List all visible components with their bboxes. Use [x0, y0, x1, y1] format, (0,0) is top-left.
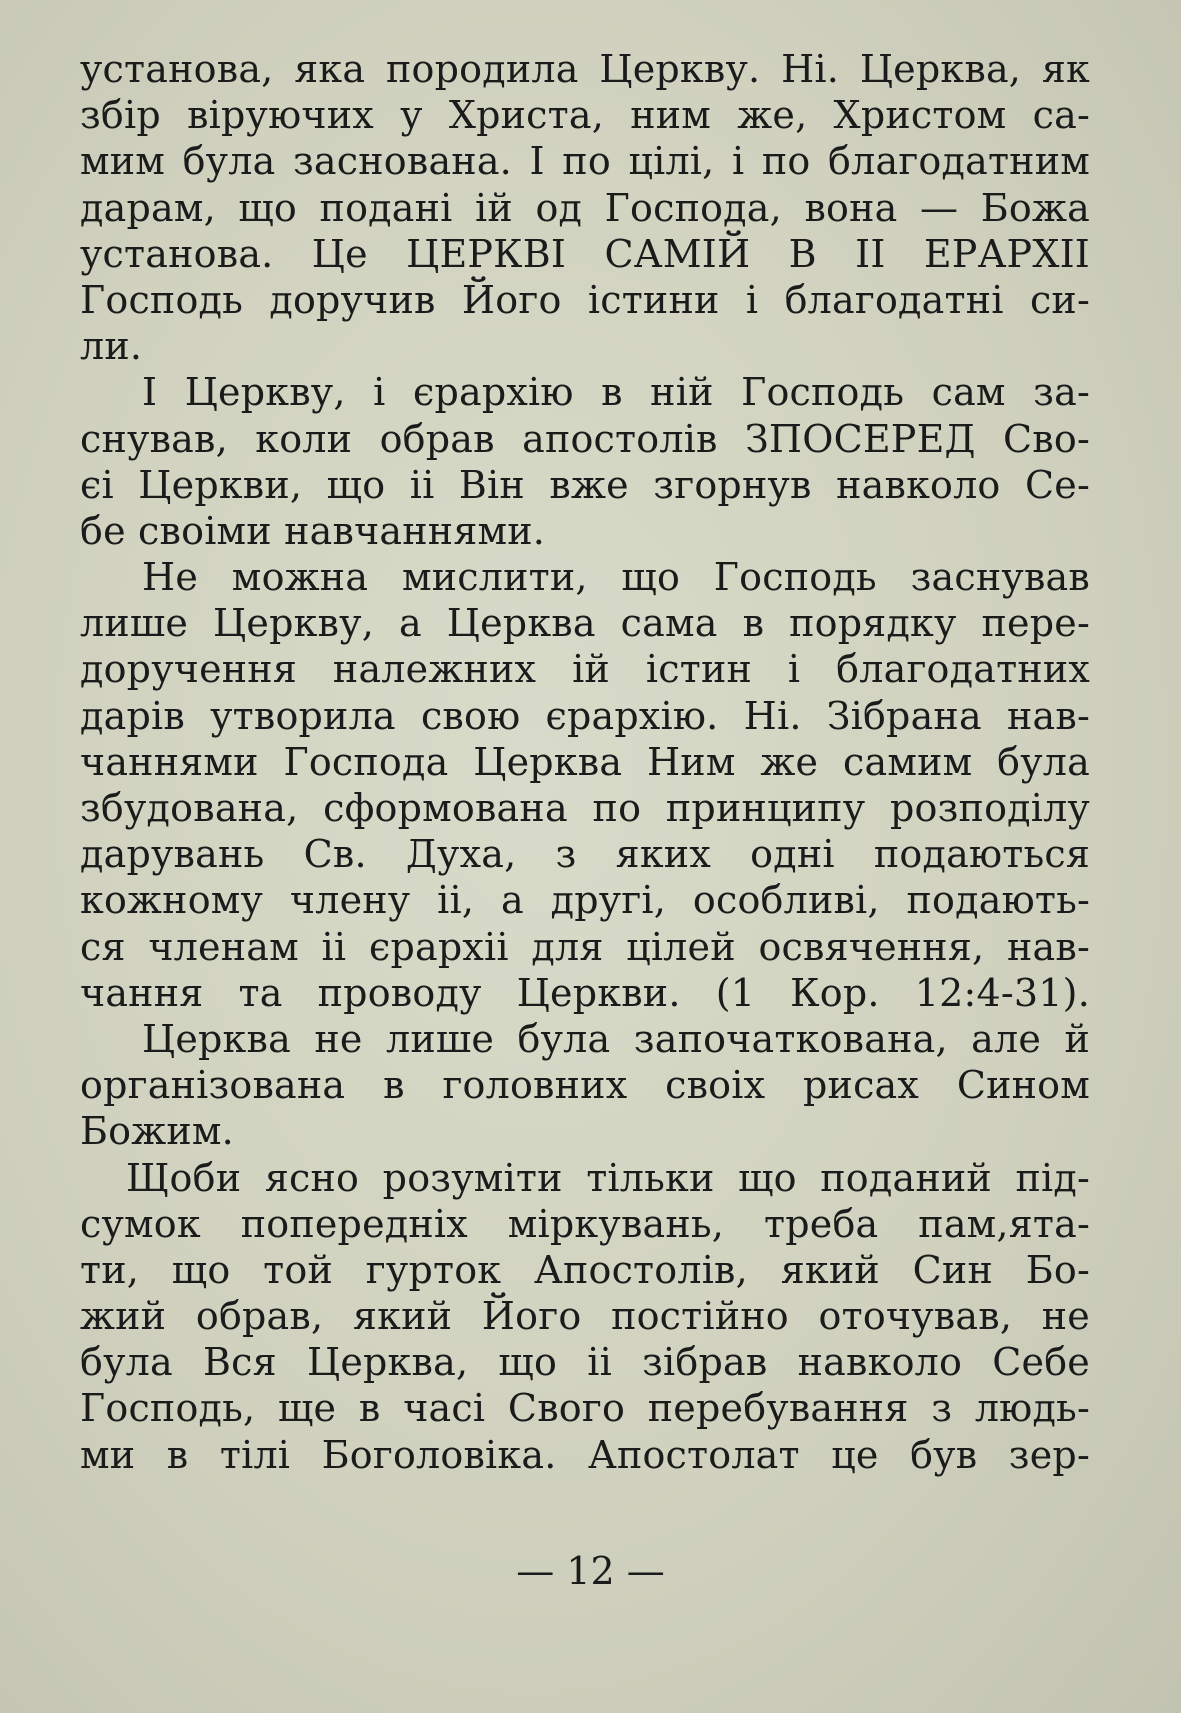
text-line: організована в головних своіх рисах Сином	[80, 1063, 1090, 1108]
text-line: жий обрав, який Його постійно оточував, не	[80, 1294, 1090, 1339]
text-line: ся членам іі єрархіі для цілей освячення, нав-	[80, 924, 1090, 969]
text-line: ли.	[80, 324, 143, 369]
text-line: чаннями Господа Церква Ним же самим була	[80, 739, 1090, 784]
text-line: Церква не лише була започаткована, але й	[142, 1016, 1090, 1061]
text-line: кожному члену іі, а другі, особливі, подають-	[80, 878, 1090, 923]
text-line: установа. Це ЦЕРКВІ САМІЙ В ІІ ЕРАРХІІ	[80, 231, 1090, 276]
text-line: лише Церкву, а Церква сама в порядку пере-	[80, 601, 1090, 646]
text-line: дарувань Св. Духа, з яких одні подаються	[80, 832, 1090, 877]
text-line: доручення належних ій істин і благодатних	[80, 647, 1090, 692]
text-line: Щоби ясно розуміти тільки що поданий під-	[126, 1155, 1090, 1200]
text-line: бе своіми навчаннями.	[80, 508, 546, 553]
text-line: Господь, ще в часі Свого перебування з людь-	[80, 1386, 1090, 1431]
text-line: мим була заснована. І по цілі, і по благодатним	[80, 139, 1090, 184]
text-line: дарам, що подані ій од Господа, вона — Божа	[80, 185, 1090, 230]
text-line: була Вся Церква, що іі зібрав навколо Себе	[80, 1340, 1090, 1385]
text-line: снував, коли обрав апостолів ЗПОСЕРЕД Сво-	[80, 416, 1090, 461]
text-line: Господь доручив Його істини і благодатні си-	[80, 277, 1090, 322]
text-line: І Церкву, і єрархію в ній Господь сам за-	[142, 370, 1090, 415]
text-line: Божим.	[80, 1109, 234, 1154]
text-line: установа, яка породила Церкву. Ні. Церква, як	[80, 47, 1090, 91]
text-line: збудована, сформована по принципу розподілу	[80, 786, 1090, 830]
text-line: збір віруючих у Христа, ним же, Христом са-	[80, 93, 1090, 138]
page-number: — 12 —	[516, 1549, 665, 1593]
text-line: сумок попередніх міркувань, треба пам,ята-	[80, 1201, 1090, 1246]
text-line: ми в тілі Боголовіка. Апостолат це був зер-	[80, 1432, 1090, 1477]
text-line: дарів утворила свою єрархію. Ні. Зібрана нав-	[80, 693, 1090, 738]
text-line: Не можна мислити, що Господь заснував	[142, 555, 1090, 600]
text-line: єі Церкви, що іі Він вже згорнув навколо Се-	[80, 462, 1090, 507]
text-line: ти, що той гурток Апостолів, який Син Бо-	[80, 1247, 1090, 1292]
text-line: чання та проводу Церкви. (1 Кор. 12:4-31).	[80, 970, 1090, 1015]
body-text	[80, 46, 1090, 1478]
